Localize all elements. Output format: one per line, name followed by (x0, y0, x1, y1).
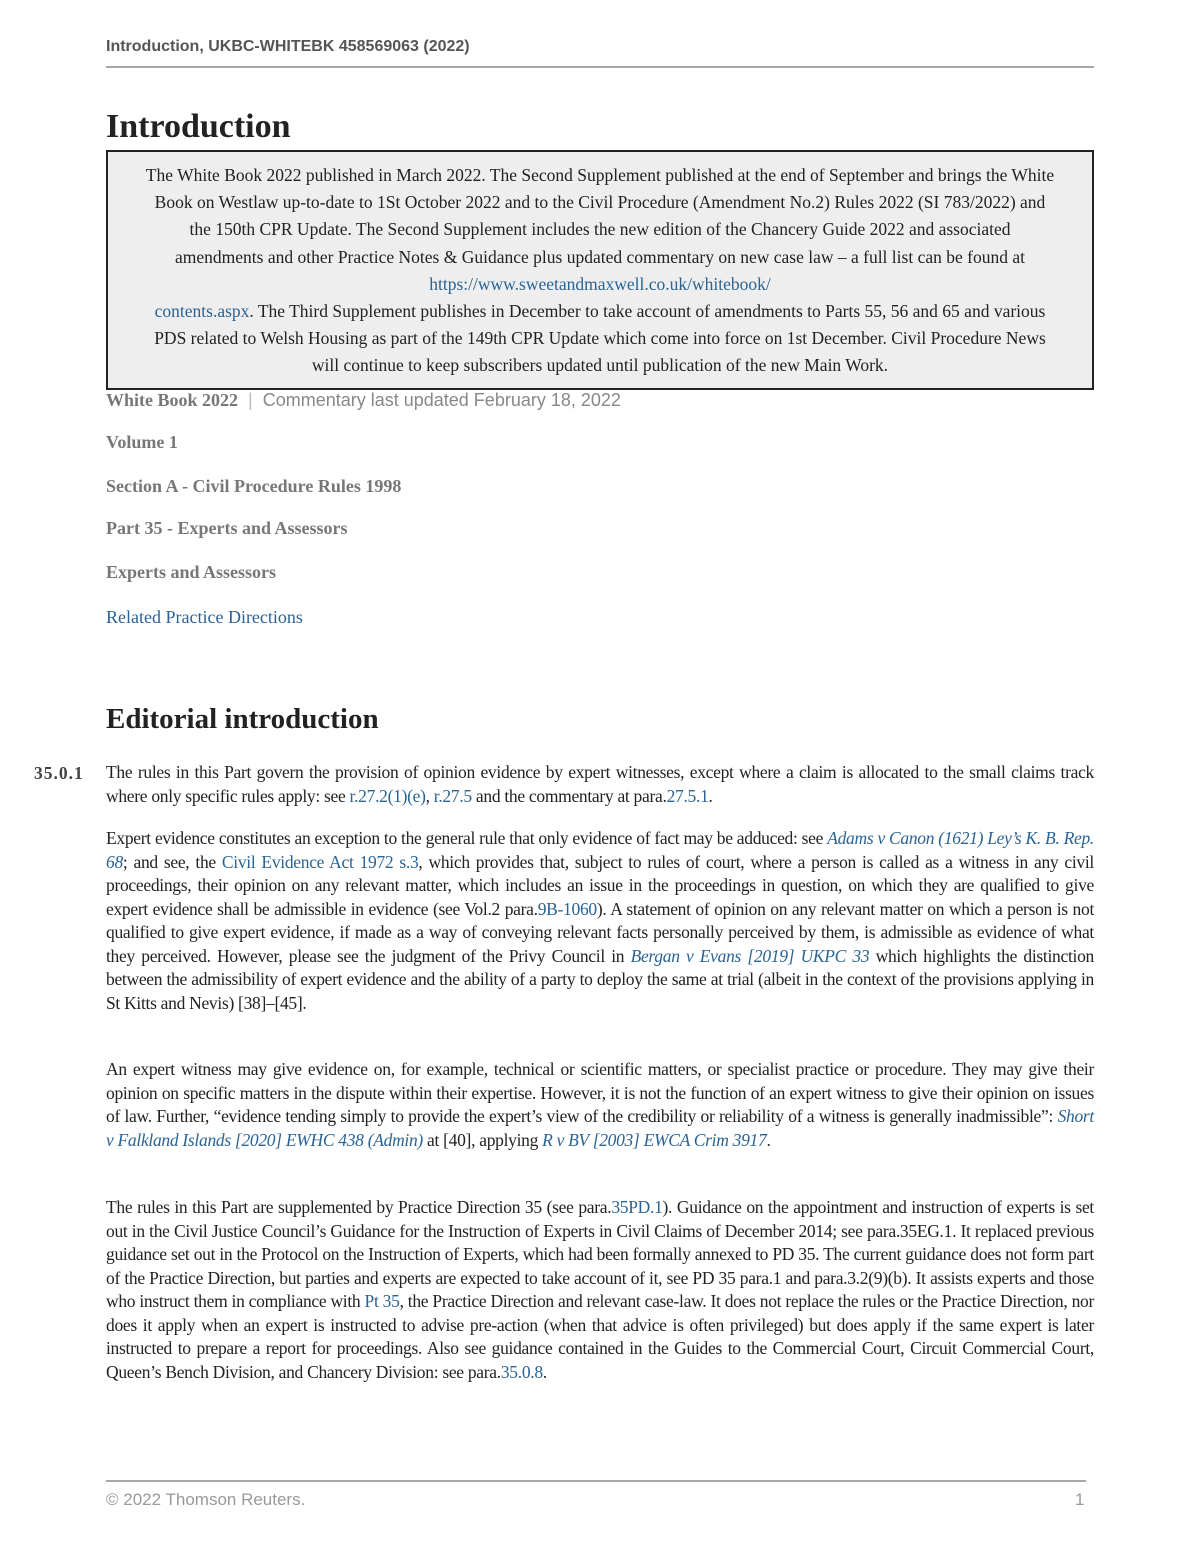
page-number: 1 (1075, 1490, 1085, 1509)
text: An expert witness may give evidence on, for example, technical or scientific matters, or specialist practice or procedure. They may give their opinion on specific matters in the dispute within their expertise. However, it is not the function of an expert witness to give their opinion on issues of law. Further, “evidence tending simply to provide the expert’s view of the credibility or reliability of a witness is generally inadmissible”: (106, 1059, 1094, 1126)
notice-text-1: The White Book 2022 published in March 2022. The Second Supplement published at the end of September and brings the White Book on Westlaw up-to-date to 1St October 2022 and to the Civil Procedure (Amendment No.2) Rules 2022 (SI 783/2022) and the 150th CPR Update. The Second Supplement includes the new edition of the Chancery Guide 2022 and associated amendments and other Practice Notes & Guidance plus updated commentary on new case law – a full list can be found at (145, 165, 1055, 267)
whitebook-contents-link-part-1: https://www.sweetandmaxwell.co.uk/whitebook/ (429, 273, 771, 294)
text: Expert evidence constitutes an exception to the general rule that only evidence of fact may be adduced: see (106, 828, 828, 848)
meta-separator: | (248, 390, 253, 410)
para-35pd-1-link[interactable]: 35PD.1 (611, 1197, 663, 1217)
text: The rules in this Part are supplemented by Practice Direction 35 (see para. (106, 1197, 612, 1217)
text: . (708, 785, 713, 806)
breadcrumb-part: Part 35 - Experts and Assessors (106, 518, 348, 538)
text: ). A statement of opinion on any relevant matter on which a person is not qualified to give expert evidence, if made as a way of conveying relevant facts personally perceived by them, is admissible as evidence of what they perceived. However, please see the judgment of the Privy Council in (106, 898, 1095, 966)
related-practice-directions-link[interactable]: Related Practice Directions (106, 607, 303, 627)
text: ). Guidance on the appointment and instruction of experts is set out in the Civil Justice Council’s Guidance for the Instruction of Experts in Civil Claims of December 2014; see para.35EG.1. It replaced previous guidance set out in the Protocol on the Instruction of Experts, which had been formally annexed to PD 35. The current guidance does not form part of the Practice Direction, but parties and experts are expected to take account of it, see PD 35 para.1 and para.3.2(9)(b). It assists experts and those who instruct them in compliance with (106, 1197, 1094, 1311)
text: which highlights the distinction between the admissibility of expert evidence and the ability of a party to deploy the same at trial (albeit in the context of the provisions applying in St Kitts and Nevis) [38]–[45]. (106, 945, 1094, 1013)
breadcrumb-volume: Volume 1 (106, 432, 178, 452)
page-title: Introduction (106, 108, 291, 145)
paragraph-number: 35.0.1 (34, 763, 84, 783)
adams-v-canon-link[interactable]: Adams v Canon (1621) Ley’s K. B. Rep. 68 (106, 828, 1094, 872)
supplement-notice-box (106, 150, 1094, 390)
whitebook-contents-link-part-2: contents.aspx (154, 301, 250, 322)
text: , which provides that, subject to rules of court, where a person is called as a witness in any civil proceedings, their opinion on any relevant matter, which includes an issue in the proceedings in question, on which they are qualified to give expert evidence shall be admissible in evidence (see Vol.2 para. (106, 851, 1094, 919)
footer-copyright: © 2022 Thomson Reuters. (106, 1490, 306, 1509)
notice-text-2: . The Third Supplement publishes in December to take account of amendments to Parts 55, 56 and 65 and various PDS related to Welsh Housing as part of the 149th CPR Update which come into force on 1st December. Civil Procedure News will continue to keep subscribers updated until publication of the new Main Work. (154, 301, 1046, 376)
editorial-paragraph-3 (106, 1058, 1094, 1152)
bergan-v-evans-link[interactable]: Bergan v Evans [2019] UKPC 33 (630, 945, 870, 966)
civil-evidence-act-link[interactable]: Civil Evidence Act 1972 s.3 (221, 851, 419, 872)
text: . (766, 1129, 771, 1150)
para-9b-1060-link[interactable]: 9B-1060 (537, 898, 597, 919)
breadcrumb-topic: Experts and Assessors (106, 562, 277, 582)
text: ; and see, the (122, 851, 222, 872)
text: at [40], applying (422, 1129, 543, 1150)
book-title: White Book 2022 (106, 390, 239, 410)
para-35-0-8-link[interactable]: 35.0.8 (500, 1361, 543, 1382)
short-v-falkland-link[interactable]: Short v Falkland Islands [2020] EWHC 438 (Admin) (106, 1106, 1094, 1150)
commentary-meta (106, 390, 621, 411)
header-divider (106, 66, 1094, 68)
running-header: Introduction, UKBC-WHITEBK 458569063 (2022) (106, 38, 470, 55)
footer-divider (106, 1480, 1086, 1482)
text: , (425, 785, 434, 806)
text: The rules in this Part govern the provision of opinion evidence by expert witnesses, except where a claim is allocated to the small claims track where only specific rules apply: see (106, 762, 1094, 806)
editorial-paragraph-4 (106, 1196, 1094, 1384)
rule-27-5-link[interactable]: r.27.5 (433, 785, 472, 806)
para-27-5-1-link[interactable]: 27.5.1 (666, 785, 709, 806)
editorial-paragraph-2 (106, 827, 1094, 1015)
text: and the commentary at para. (471, 785, 667, 806)
editorial-introduction-heading: Editorial introduction (106, 703, 379, 735)
editorial-paragraph-1 (106, 761, 1094, 808)
breadcrumb-section: Section A - Civil Procedure Rules 1998 (106, 476, 402, 496)
rule-27-2-link[interactable]: r.27.2(1)(e) (349, 785, 426, 806)
last-updated-text: Commentary last updated February 18, 2022 (262, 390, 621, 410)
r-v-bv-link[interactable]: R v BV [2003] EWCA Crim 3917 (542, 1129, 767, 1150)
pt-35-link[interactable]: Pt 35 (364, 1291, 400, 1311)
text: , the Practice Direction and relevant case-law. It does not replace the rules or the Practice Direction, nor does it apply when an expert is instructed to advise pre-action (when that advice is often privileged) but does apply if the same expert is later instructed to prepare a report for proceedings. Also see guidance contained in the Guides to the Commercial Court, Circuit Commercial Court, Queen’s Bench Division, and Chancery Division: see para. (106, 1291, 1095, 1382)
text: . (542, 1361, 547, 1382)
